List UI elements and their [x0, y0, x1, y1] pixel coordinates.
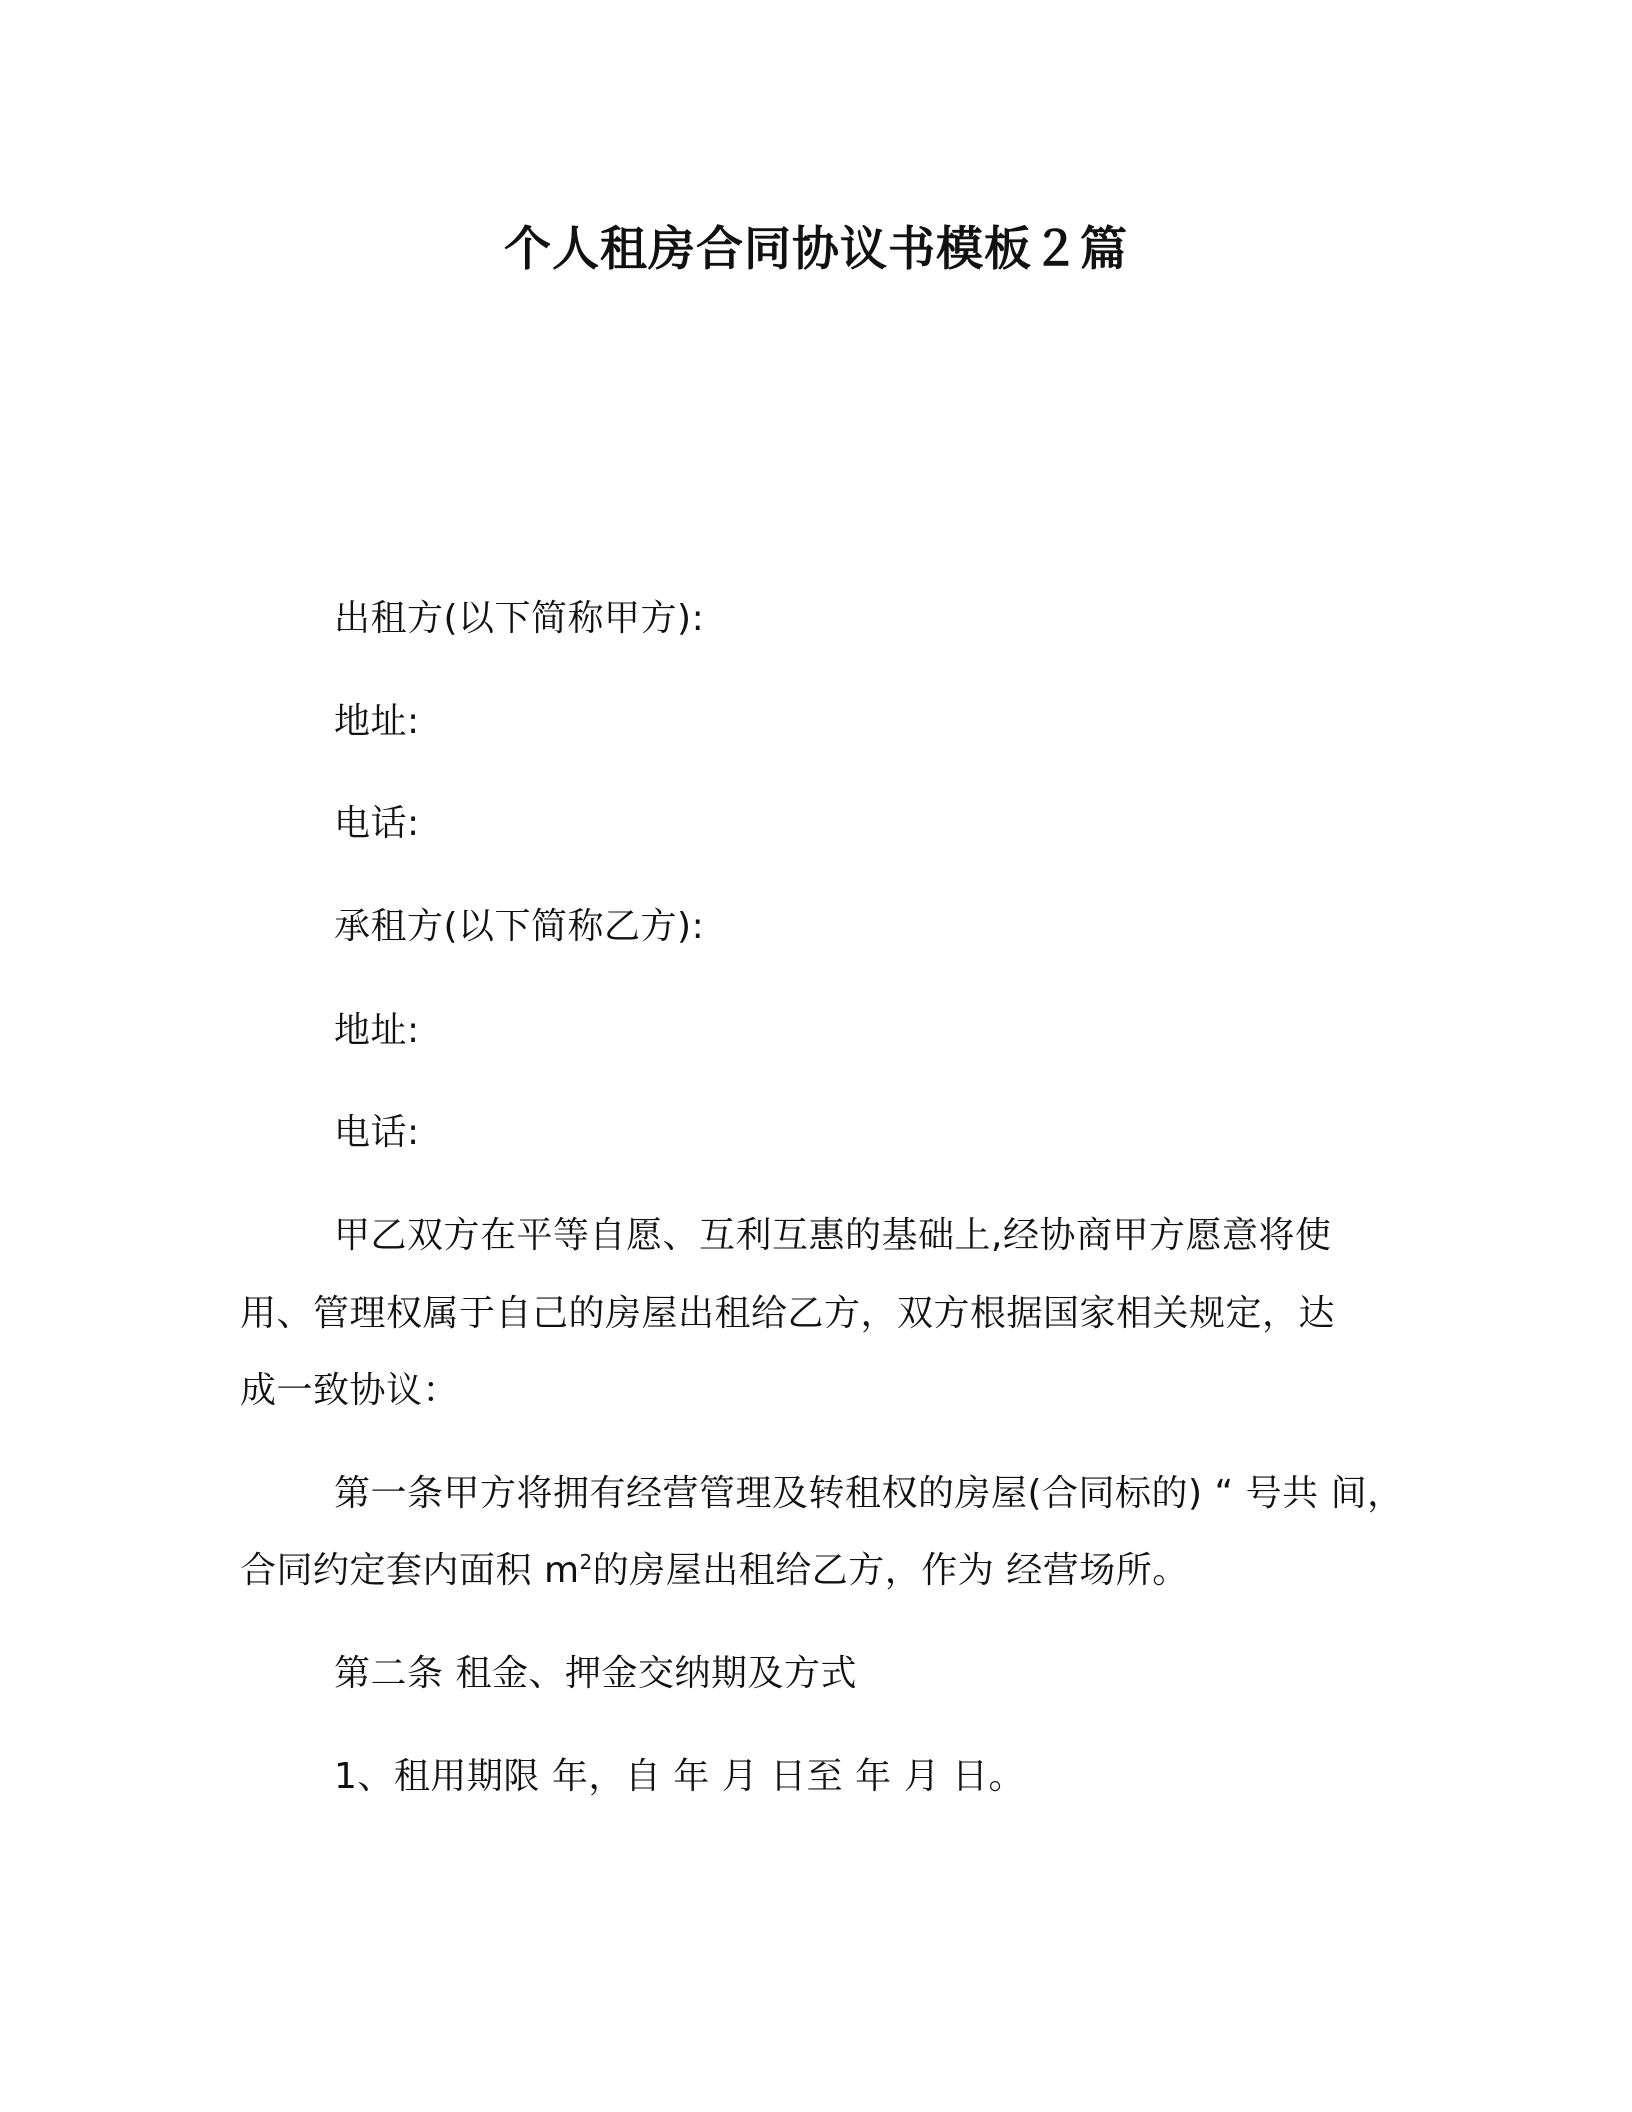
lessor-phone-label: 电话: — [334, 803, 420, 844]
article-1-line-1: 第一条甲方将拥有经营管理及转租权的房屋(合同标的) “ 号共 间， — [334, 1473, 1404, 1514]
lessor-label: 出租方(以下简称甲方): — [334, 598, 705, 639]
document-title: 个人租房合同协议书模板２篇 — [504, 222, 1128, 277]
lessee-phone-label: 电话: — [334, 1112, 420, 1153]
square-superscript: 2 — [579, 1550, 593, 1574]
article-1-line-2-end: 的房屋出租给乙方，作为 经营场所。 — [592, 1550, 1189, 1591]
article-1-line-2 — [240, 1546, 1189, 1596]
preamble-line-3: 成一致协议： — [240, 1370, 460, 1411]
lessee-address-label: 地址: — [334, 1010, 420, 1051]
preamble-line-2: 用、管理权属于自己的房屋出租给乙方，双方根据国家相关规定，达 — [240, 1293, 1336, 1334]
article-2-item-1: 1、租用期限 年，自 年 月 日至 年 月 日。 — [334, 1756, 1026, 1797]
article-2-heading: 第二条 租金、押金交纳期及方式 — [334, 1653, 857, 1694]
lessee-label: 承租方(以下简称乙方): — [334, 906, 705, 947]
article-1-line-2-start: 合同约定套内面积 m — [240, 1550, 580, 1591]
preamble-line-1: 甲乙双方在平等自愿、互利互惠的基础上,经协商甲方愿意将使 — [334, 1215, 1332, 1256]
lessor-address-label: 地址: — [334, 701, 420, 742]
